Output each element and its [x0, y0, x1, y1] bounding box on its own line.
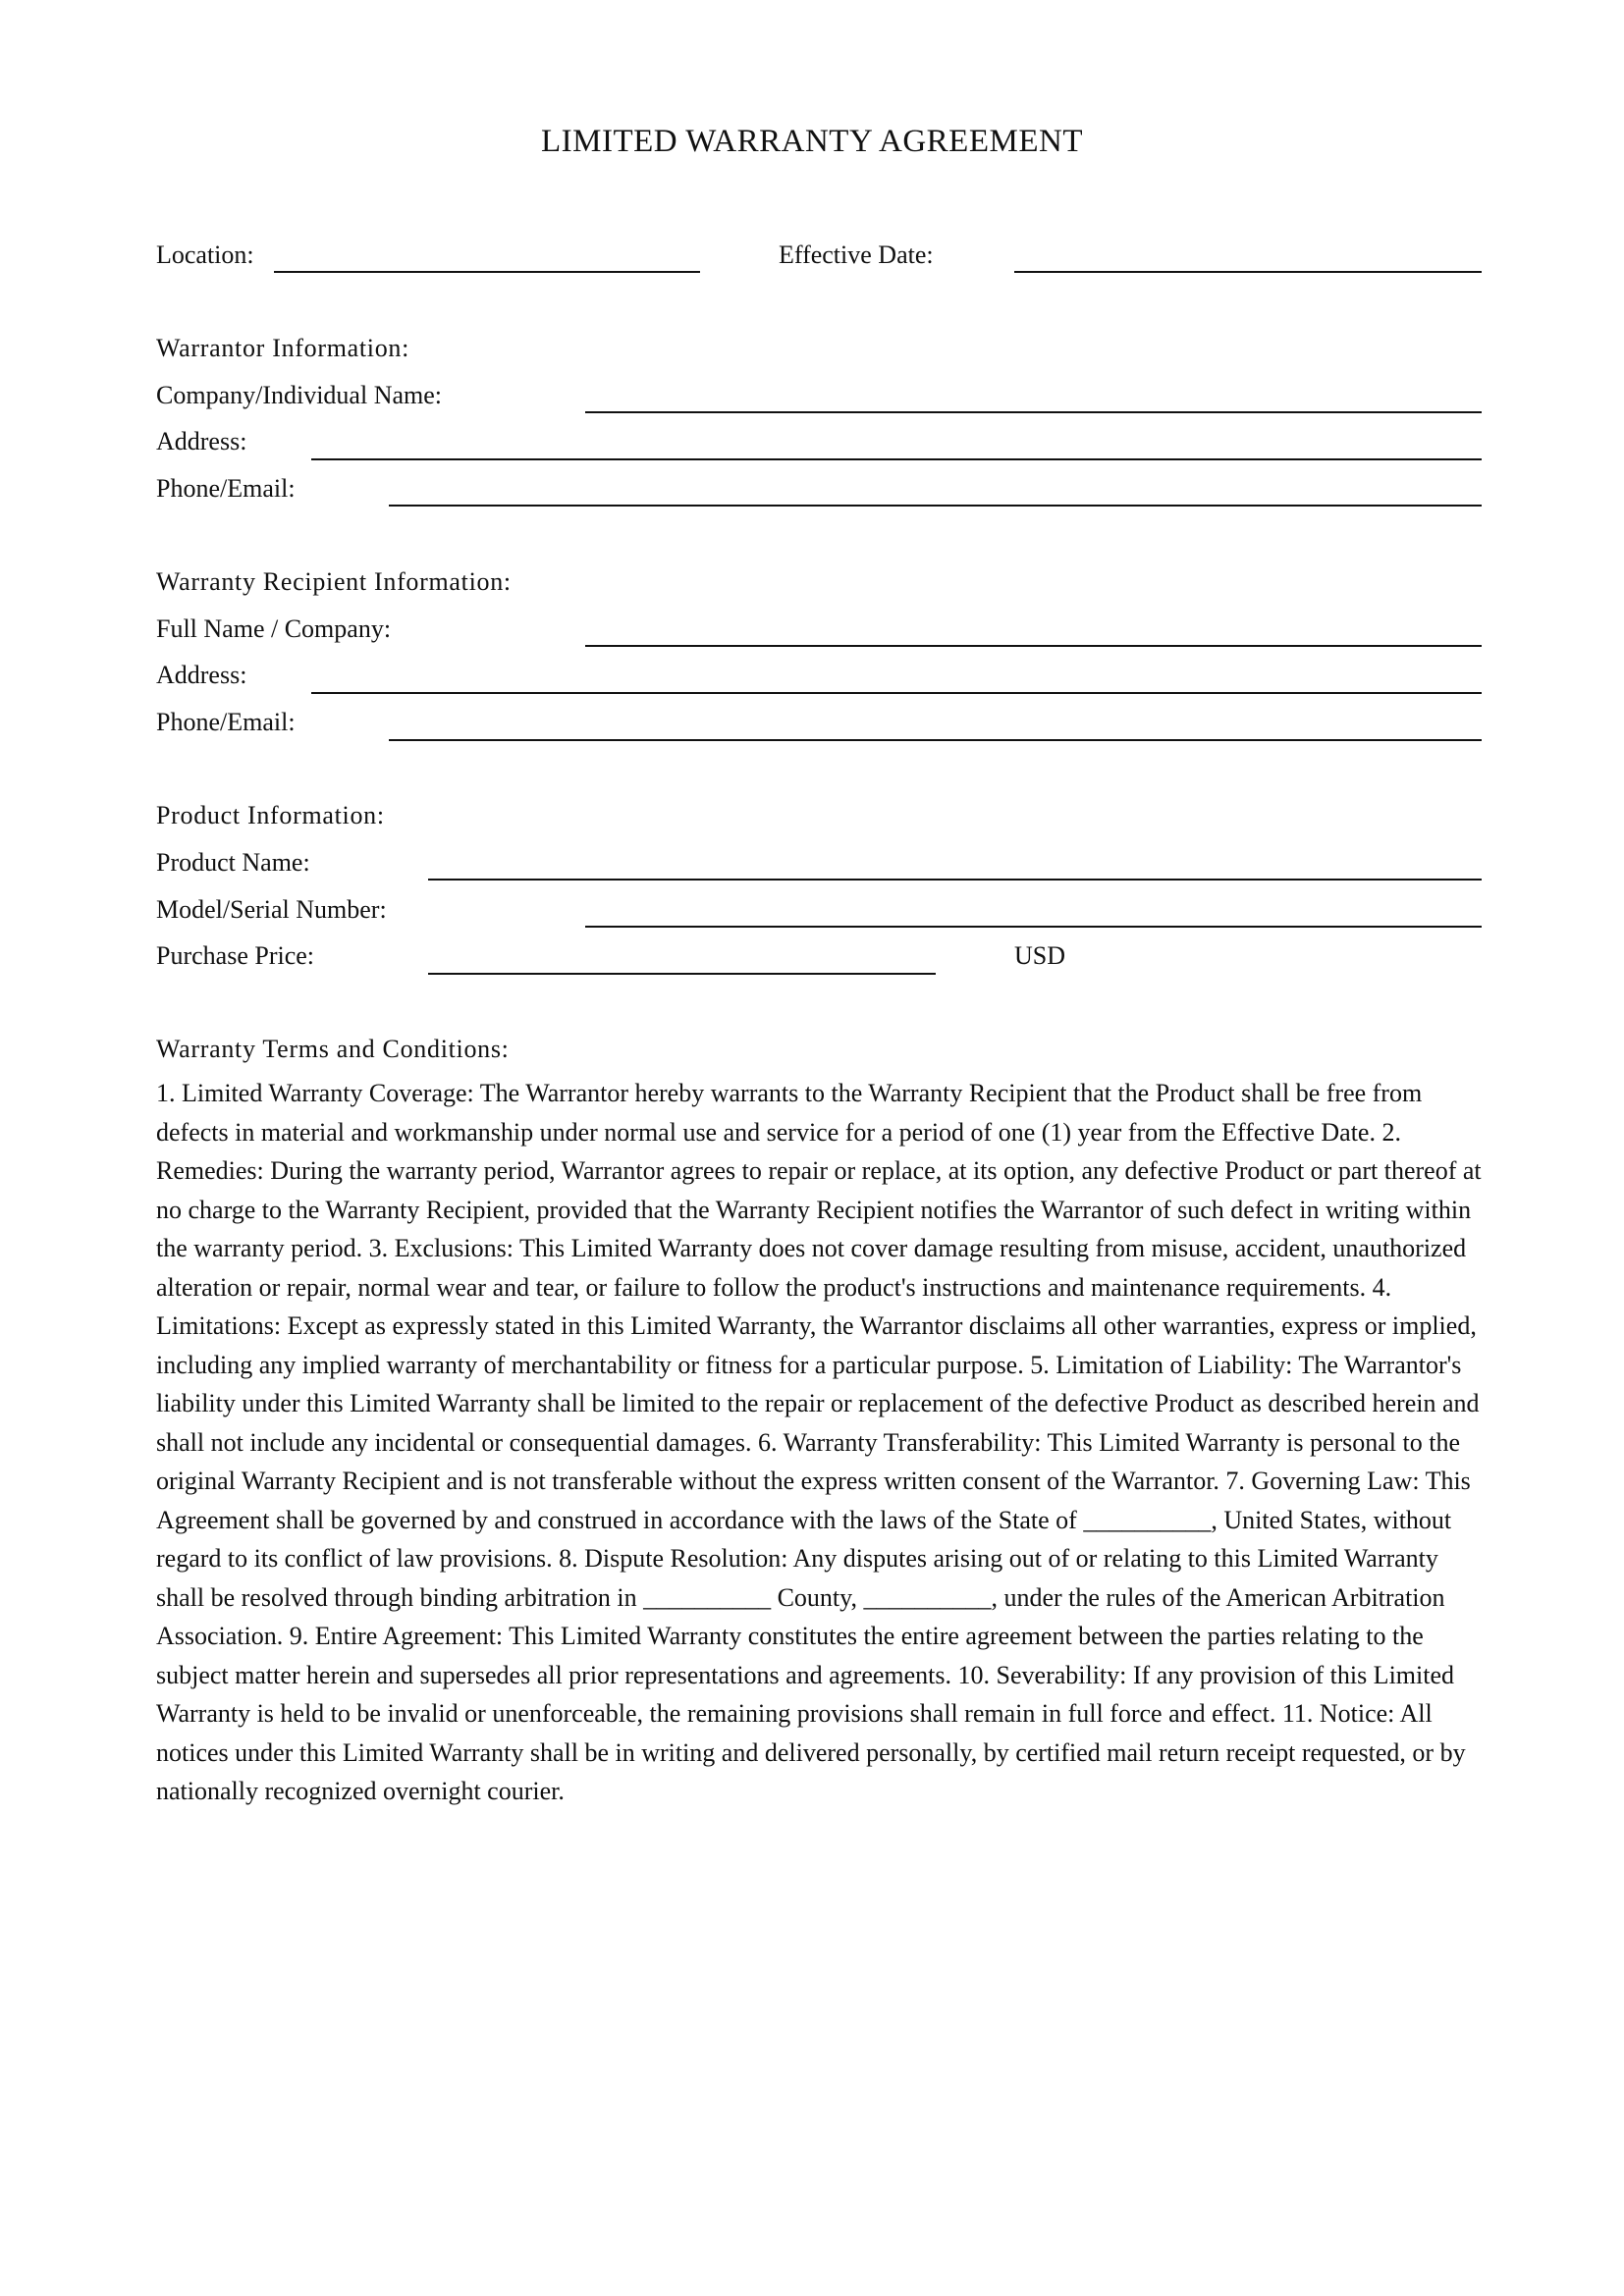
warrantor-contact-field[interactable]: [389, 505, 1482, 507]
effective-date-field[interactable]: [1014, 271, 1482, 273]
recipient-name-label: Full Name / Company:: [156, 614, 392, 643]
recipient-name-field[interactable]: [585, 645, 1482, 647]
warrantor-address-label: Address:: [156, 427, 247, 455]
model-serial-field[interactable]: [585, 926, 1482, 928]
warrantor-address-field[interactable]: [311, 458, 1482, 460]
recipient-contact-label: Phone/Email:: [156, 708, 296, 736]
effective-date-label: Effective Date:: [779, 240, 934, 269]
recipient-address-label: Address:: [156, 661, 247, 689]
document-title: LIMITED WARRANTY AGREEMENT: [541, 124, 1083, 159]
recipient-address-field[interactable]: [311, 692, 1482, 694]
warrantor-name-field[interactable]: [585, 411, 1482, 413]
purchase-price-field[interactable]: [428, 973, 936, 975]
location-field[interactable]: [274, 271, 700, 273]
warrantor-heading: Warrantor Information:: [156, 334, 410, 362]
recipient-contact-field[interactable]: [389, 739, 1482, 741]
recipient-heading: Warranty Recipient Information:: [156, 567, 512, 596]
warrantor-name-label: Company/Individual Name:: [156, 381, 443, 409]
terms-body: 1. Limited Warranty Coverage: The Warrantor hereby warrants to the Warranty Recipient that the Product shall be free from defects in material and workmanship under normal use and service for a period of one (1) year from the Effective Date. 2. Remedies: During the warranty period, Warrantor agrees to repair or replace, at its option, any defective Product or part thereof at no charge to the Warranty Recipient, provided that the Warranty Recipient notifies the Warrantor of such defect in writing within the warranty period. 3. Exclusions: This Limited Warranty does not cover damage resulting from misuse, accident, unauthorized alteration or repair, normal wear and tear, or failure to follow the product's instructions and maintenance requirements. 4. Limitations: Except as expressly stated in this Limited Warranty, the Warrantor disclaims all other warranties, express or implied, including any implied warranty of merchantability or fitness for a particular purpose. 5. Limitation of Liability: The Warrantor's liability under this Limited Warranty shall be limited to the repair or replacement of the defective Product as described herein and shall not include any incidental or consequential damages. 6. Warranty Transferability: This Limited Warranty is personal to the original Warranty Recipient and is not transferable without the express written consent of the Warrantor. 7. Governing Law: This Agreement shall be governed by and construed in accordance with the laws of the State of __________, United States, without regard to its conflict of law provisions. 8. Dispute Resolution: Any disputes arising out of or relating to this Limited Warranty shall be resolved through binding arbitration in __________ County, __________, under the rules of the American Arbitration Association. 9. Entire Agreement: This Limited Warranty constitutes the entire agreement between the parties relating to the subject matter herein and supersedes all prior representations and agreements. 10. Severability: If any provision of this Limited Warranty is held to be invalid or unenforceable, the remaining provisions shall remain in full force and effect. 11. Notice: All notices under this Limited Warranty shall be in writing and delivered personally, by certified mail return receipt requested, or by nationally recognized overnight courier.: [156, 1079, 1482, 1805]
terms-heading: Warranty Terms and Conditions:: [156, 1035, 510, 1063]
purchase-price-label: Purchase Price:: [156, 941, 315, 970]
currency-label: USD: [1014, 941, 1066, 970]
model-serial-label: Model/Serial Number:: [156, 895, 387, 924]
product-name-label: Product Name:: [156, 848, 310, 877]
warrantor-contact-label: Phone/Email:: [156, 474, 296, 503]
product-name-field[interactable]: [428, 879, 1482, 881]
location-label: Location:: [156, 240, 254, 269]
product-heading: Product Information:: [156, 801, 385, 829]
